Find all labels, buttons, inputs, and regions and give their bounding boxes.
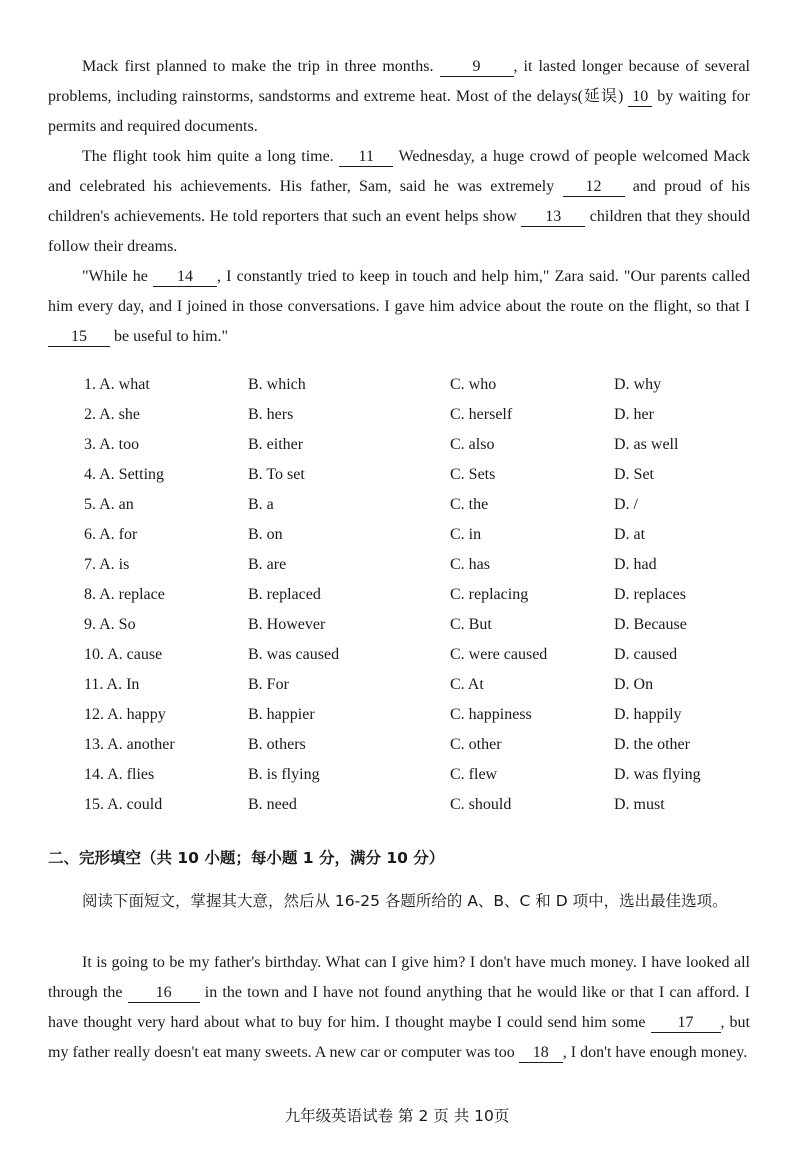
- option-d[interactable]: D. was flying: [614, 766, 701, 783]
- option-c[interactable]: C. were caused: [450, 646, 548, 663]
- option-b[interactable]: B. For: [248, 676, 289, 693]
- passage1-paragraph-2: The flight took him quite a long time. 11 Wednesday, a huge crowd of people welcomed Mack and celebrated his achievements. His father, Sam, said he was extremely 12 and proud of his children's achievements. He told reporters that such an event helps show 13 children that they should follow their dreams.: [48, 148, 750, 255]
- option-b[interactable]: B. either: [248, 436, 304, 453]
- blank-17[interactable]: 17: [651, 1014, 721, 1033]
- option-d[interactable]: D. On: [614, 676, 654, 693]
- option-c[interactable]: C. Sets: [450, 466, 496, 483]
- question-row-6: [0, 526, 794, 556]
- option-c[interactable]: C. But: [450, 616, 492, 633]
- option-d[interactable]: D. replaces: [614, 586, 686, 603]
- option-b[interactable]: B. are: [248, 556, 287, 573]
- option-b[interactable]: B. on: [248, 526, 283, 543]
- option-c[interactable]: C. happiness: [450, 706, 532, 723]
- question-row-15: [0, 796, 794, 826]
- question-row-14: [0, 766, 794, 796]
- page-footer: 九年级英语试卷 第 2 页 共 10页: [284, 1107, 510, 1125]
- question-row-7: [0, 556, 794, 586]
- option-c[interactable]: C. should: [450, 796, 512, 813]
- passage1-paragraph-3: "While he 14 , I constantly tried to keep in touch and help him," Zara said. "Our parents called him every day, and I joined in those conversations. I gave him advice about the route on the flight, so that I 15 be useful to him.": [48, 268, 751, 345]
- blank-9[interactable]: 9: [440, 58, 514, 77]
- option-c[interactable]: C. flew: [450, 766, 498, 783]
- option-b[interactable]: B. was caused: [248, 646, 340, 663]
- option-a[interactable]: 14. A. flies: [84, 766, 155, 783]
- option-b[interactable]: B. happier: [248, 706, 315, 723]
- option-a[interactable]: 3. A. too: [84, 436, 140, 453]
- blank-12[interactable]: 12: [563, 178, 625, 197]
- option-b[interactable]: B. is flying: [248, 766, 320, 783]
- option-d[interactable]: D. caused: [614, 646, 678, 663]
- blank-13[interactable]: 13: [521, 208, 585, 227]
- question-row-9: [0, 616, 794, 646]
- option-d[interactable]: D. her: [614, 406, 654, 423]
- question-row-5: [0, 496, 794, 526]
- question-row-12: [0, 706, 794, 736]
- option-a[interactable]: 5. A. an: [84, 496, 134, 513]
- blank-11[interactable]: 11: [339, 148, 393, 167]
- question-row-2: [0, 406, 794, 436]
- option-c[interactable]: C. also: [450, 436, 495, 453]
- option-a[interactable]: 9. A. So: [84, 616, 136, 633]
- question-row-10: [0, 646, 794, 676]
- option-a[interactable]: 12. A. happy: [84, 706, 166, 723]
- option-a[interactable]: 15. A. could: [84, 796, 163, 813]
- option-d[interactable]: D. happily: [614, 706, 682, 723]
- option-c[interactable]: C. the: [450, 496, 489, 513]
- question-row-8: [0, 586, 794, 616]
- passage2-paragraph: It is going to be my father's birthday. What can I give him? I don't have much money. I have looked all through the 16 in the town and I have not found anything that he would like or that I can afford. I have thought very hard about what to buy for him. I thought maybe I could send him some 17 , but my father really doesn't eat many sweets. A new car or computer was too 18 , I don't have enough money.: [48, 954, 751, 1061]
- blank-10[interactable]: 10: [628, 88, 652, 107]
- option-d[interactable]: D. at: [614, 526, 646, 543]
- option-a[interactable]: 2. A. she: [84, 406, 140, 423]
- option-d[interactable]: D. as well: [614, 436, 679, 453]
- option-b[interactable]: B. hers: [248, 406, 294, 423]
- option-b[interactable]: B. others: [248, 736, 306, 753]
- option-a[interactable]: 7. A. is: [84, 556, 130, 573]
- option-a[interactable]: 10. A. cause: [84, 646, 163, 663]
- option-d[interactable]: D. Because: [614, 616, 687, 633]
- section-instruction: 阅读下面短文，掌握其大意，然后从 16-25 各题所给的 A、B、C 和 D 项中，选出最佳选项。: [82, 892, 728, 910]
- option-d[interactable]: D. why: [614, 376, 662, 393]
- question-row-11: [0, 676, 794, 706]
- question-row-4: [0, 466, 794, 496]
- question-row-1: [0, 376, 794, 406]
- option-a[interactable]: 1. A. what: [84, 376, 150, 393]
- blank-18[interactable]: 18: [519, 1044, 563, 1063]
- option-b[interactable]: B. need: [248, 796, 297, 813]
- option-d[interactable]: D. Set: [614, 466, 654, 483]
- question-row-3: [0, 436, 794, 466]
- option-a[interactable]: 13. A. another: [84, 736, 175, 753]
- option-d[interactable]: D. had: [614, 556, 657, 573]
- option-d[interactable]: D. /: [614, 496, 638, 513]
- option-c[interactable]: C. herself: [450, 406, 513, 423]
- option-a[interactable]: 6. A. for: [84, 526, 138, 543]
- option-d[interactable]: D. the other: [614, 736, 690, 753]
- option-a[interactable]: 8. A. replace: [84, 586, 165, 603]
- option-c[interactable]: C. replacing: [450, 586, 529, 603]
- option-b[interactable]: B. replaced: [248, 586, 321, 603]
- question-row-13: [0, 736, 794, 766]
- option-c[interactable]: C. in: [450, 526, 482, 543]
- option-c[interactable]: C. At: [450, 676, 484, 693]
- option-c[interactable]: C. other: [450, 736, 502, 753]
- section-title: 二、完形填空（共 10 小题；每小题 1 分，满分 10 分）: [48, 849, 445, 867]
- option-b[interactable]: B. To set: [248, 466, 305, 483]
- passage1-paragraph-1: Mack first planned to make the trip in three months. 9 , it lasted longer because of several problems, including rainstorms, sandstorms and extreme heat. Most of the delays(延误) 10 by waiting for permits and required documents.: [48, 58, 750, 135]
- option-c[interactable]: C. has: [450, 556, 490, 573]
- option-c[interactable]: C. who: [450, 376, 497, 393]
- option-a[interactable]: 4. A. Setting: [84, 466, 165, 483]
- blank-16[interactable]: 16: [128, 984, 200, 1003]
- blank-14[interactable]: 14: [153, 268, 217, 287]
- option-b[interactable]: B. which: [248, 376, 306, 393]
- option-a[interactable]: 11. A. In: [84, 676, 140, 693]
- option-d[interactable]: D. must: [614, 796, 665, 813]
- blank-15[interactable]: 15: [48, 328, 110, 347]
- option-b[interactable]: B. a: [248, 496, 274, 513]
- option-b[interactable]: B. However: [248, 616, 326, 633]
